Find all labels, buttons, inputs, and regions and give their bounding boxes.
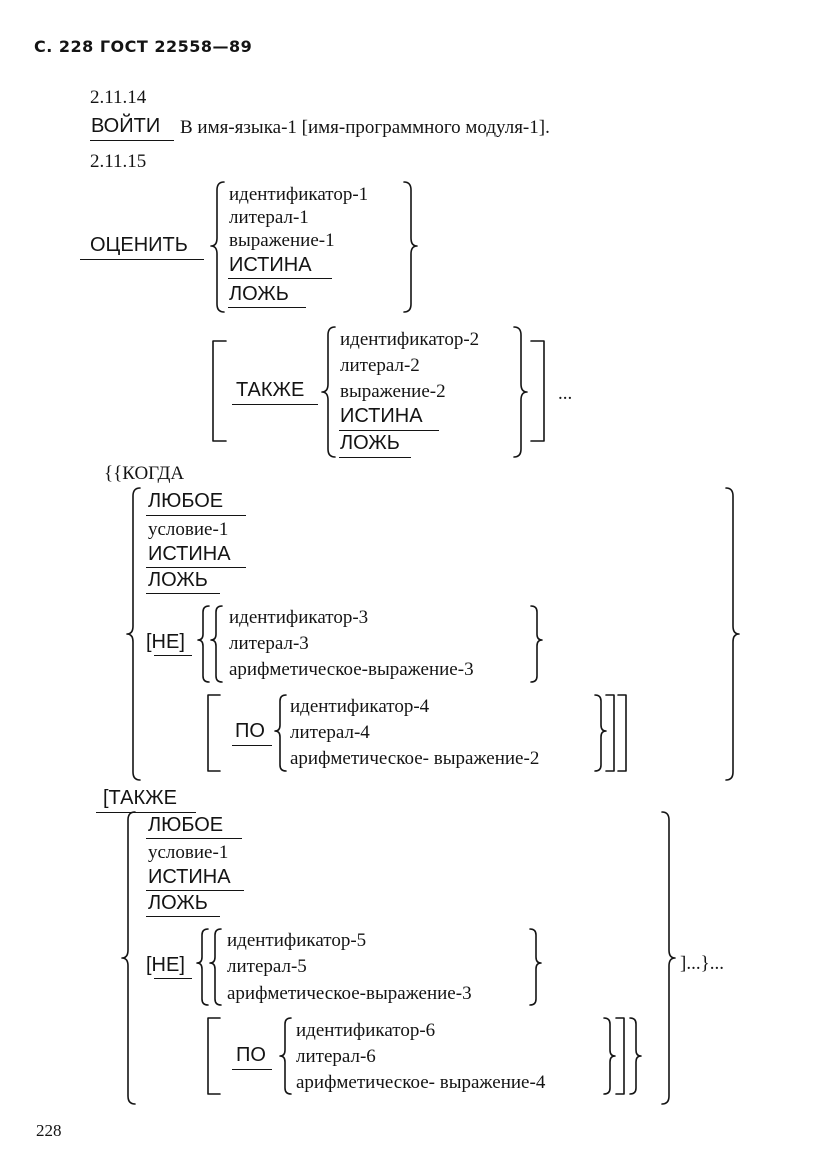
subject2-literal: литерал-2 bbox=[340, 355, 420, 376]
thru1-identifier: идентификатор-4 bbox=[290, 696, 430, 717]
underline-subject2-true bbox=[339, 430, 439, 431]
left-outer-brace-not-2 bbox=[197, 929, 208, 1005]
underline-evaluate bbox=[80, 259, 204, 260]
left-brace-subjects-1 bbox=[211, 182, 224, 312]
keyword-also-when: [ТАКЖЕ bbox=[103, 787, 177, 809]
subject1-identifier: идентификатор-1 bbox=[229, 184, 369, 205]
not1-arith-expression: арифметическое-выражение-3 bbox=[229, 659, 474, 680]
underline-subject2-false bbox=[339, 457, 411, 458]
right-brace-thru-2 bbox=[604, 1018, 615, 1094]
underline-subject1-true bbox=[228, 278, 332, 279]
underline-thru-2 bbox=[232, 1069, 272, 1070]
subject1-expression: выражение-1 bbox=[229, 230, 335, 251]
page-number: 228 bbox=[36, 1121, 62, 1140]
enter-statement-text: В имя-языка-1 [имя-программного модуля-1]. bbox=[180, 117, 550, 138]
right-bracket-thru-1 bbox=[606, 695, 614, 771]
subject1-false: ЛОЖЬ bbox=[229, 283, 289, 305]
underline-not-2 bbox=[154, 978, 192, 979]
underline-also bbox=[232, 404, 318, 405]
trailing-repeat: ]...}... bbox=[680, 953, 724, 974]
right-brace-subjects-2 bbox=[514, 327, 527, 457]
right-brace-not-1 bbox=[531, 606, 542, 682]
left-brace-subjects-2 bbox=[322, 327, 335, 457]
also-when-true: ИСТИНА bbox=[148, 866, 231, 888]
when-true: ИСТИНА bbox=[148, 543, 231, 565]
right-bracket-also bbox=[531, 341, 544, 441]
right-brace-subjects-1 bbox=[404, 182, 417, 312]
right-brace-thru-2-outer bbox=[630, 1018, 641, 1094]
underline-also-when-true bbox=[146, 890, 244, 891]
right-brace-not-2 bbox=[530, 929, 541, 1005]
subject1-true: ИСТИНА bbox=[229, 254, 312, 276]
when-condition: условие-1 bbox=[148, 519, 229, 540]
left-inner-brace-not-1 bbox=[211, 606, 222, 682]
subject1-literal: литерал-1 bbox=[229, 207, 309, 228]
thru1-literal: литерал-4 bbox=[290, 722, 370, 743]
underline-thru-1 bbox=[232, 745, 272, 746]
not1-literal: литерал-3 bbox=[229, 633, 309, 654]
running-header: С. 228 ГОСТ 22558—89 bbox=[34, 37, 253, 56]
keyword-when: {{КОГДА bbox=[104, 463, 185, 484]
not2-arith-expression: арифметическое-выражение-3 bbox=[227, 983, 472, 1004]
underline-also-when-false bbox=[146, 916, 220, 917]
left-bracket-thru-1 bbox=[208, 695, 220, 771]
subject2-expression: выражение-2 bbox=[340, 381, 446, 402]
clause-number-2-11-14: 2.11.14 bbox=[90, 87, 147, 108]
when-any: ЛЮБОЕ bbox=[148, 490, 224, 512]
underline-when-false bbox=[146, 593, 220, 594]
left-bracket-also bbox=[213, 341, 226, 441]
subject2-false: ЛОЖЬ bbox=[340, 432, 400, 454]
when-false: ЛОЖЬ bbox=[148, 569, 208, 591]
also-when-condition: условие-1 bbox=[148, 842, 229, 863]
keyword-thru-2: ПО bbox=[236, 1044, 266, 1066]
left-inner-brace-not-2 bbox=[210, 929, 221, 1005]
underline-when-true bbox=[146, 567, 246, 568]
left-outer-brace-not-1 bbox=[198, 606, 209, 682]
underline-when-any bbox=[146, 515, 246, 516]
ellipsis-subjects: ... bbox=[558, 383, 573, 404]
keyword-evaluate: ОЦЕНИТЬ bbox=[90, 234, 188, 256]
not1-identifier: идентификатор-3 bbox=[229, 607, 369, 628]
thru2-identifier: идентификатор-6 bbox=[296, 1020, 436, 1041]
not2-literal: литерал-5 bbox=[227, 956, 307, 977]
right-brace-when bbox=[726, 488, 739, 780]
keyword-also: ТАКЖЕ bbox=[236, 379, 305, 401]
underline-also-when-any bbox=[146, 838, 242, 839]
underline-subject1-false bbox=[228, 307, 306, 308]
clause-number-2-11-15: 2.11.15 bbox=[90, 151, 147, 172]
underline-not-1 bbox=[154, 655, 192, 656]
keyword-enter: ВОЙТИ bbox=[91, 115, 161, 137]
right-bracket-thru-1-outer bbox=[618, 695, 626, 771]
thru1-arith-expression: арифметическое- выражение-2 bbox=[290, 748, 540, 769]
keyword-not-1: [НЕ] bbox=[146, 631, 185, 653]
left-brace-when bbox=[127, 488, 140, 780]
left-bracket-thru-2 bbox=[208, 1018, 220, 1094]
subject2-true: ИСТИНА bbox=[340, 405, 423, 427]
underline-enter bbox=[90, 140, 174, 141]
keyword-thru-1: ПО bbox=[235, 720, 265, 742]
keyword-not-2: [НЕ] bbox=[146, 954, 185, 976]
thru2-arith-expression: арифметическое- выражение-4 bbox=[296, 1072, 546, 1093]
right-brace-thru-1 bbox=[595, 695, 606, 771]
also-when-any: ЛЮБОЕ bbox=[148, 814, 224, 836]
right-brace-also-when bbox=[662, 812, 675, 1104]
left-brace-thru-1 bbox=[275, 695, 286, 771]
also-when-false: ЛОЖЬ bbox=[148, 892, 208, 914]
underline-also-when bbox=[96, 812, 196, 813]
not2-identifier: идентификатор-5 bbox=[227, 930, 367, 951]
left-brace-thru-2 bbox=[280, 1018, 291, 1094]
left-brace-also-when bbox=[122, 812, 135, 1104]
subject2-identifier: идентификатор-2 bbox=[340, 329, 480, 350]
thru2-literal: литерал-6 bbox=[296, 1046, 376, 1067]
right-bracket-thru-2 bbox=[616, 1018, 624, 1094]
